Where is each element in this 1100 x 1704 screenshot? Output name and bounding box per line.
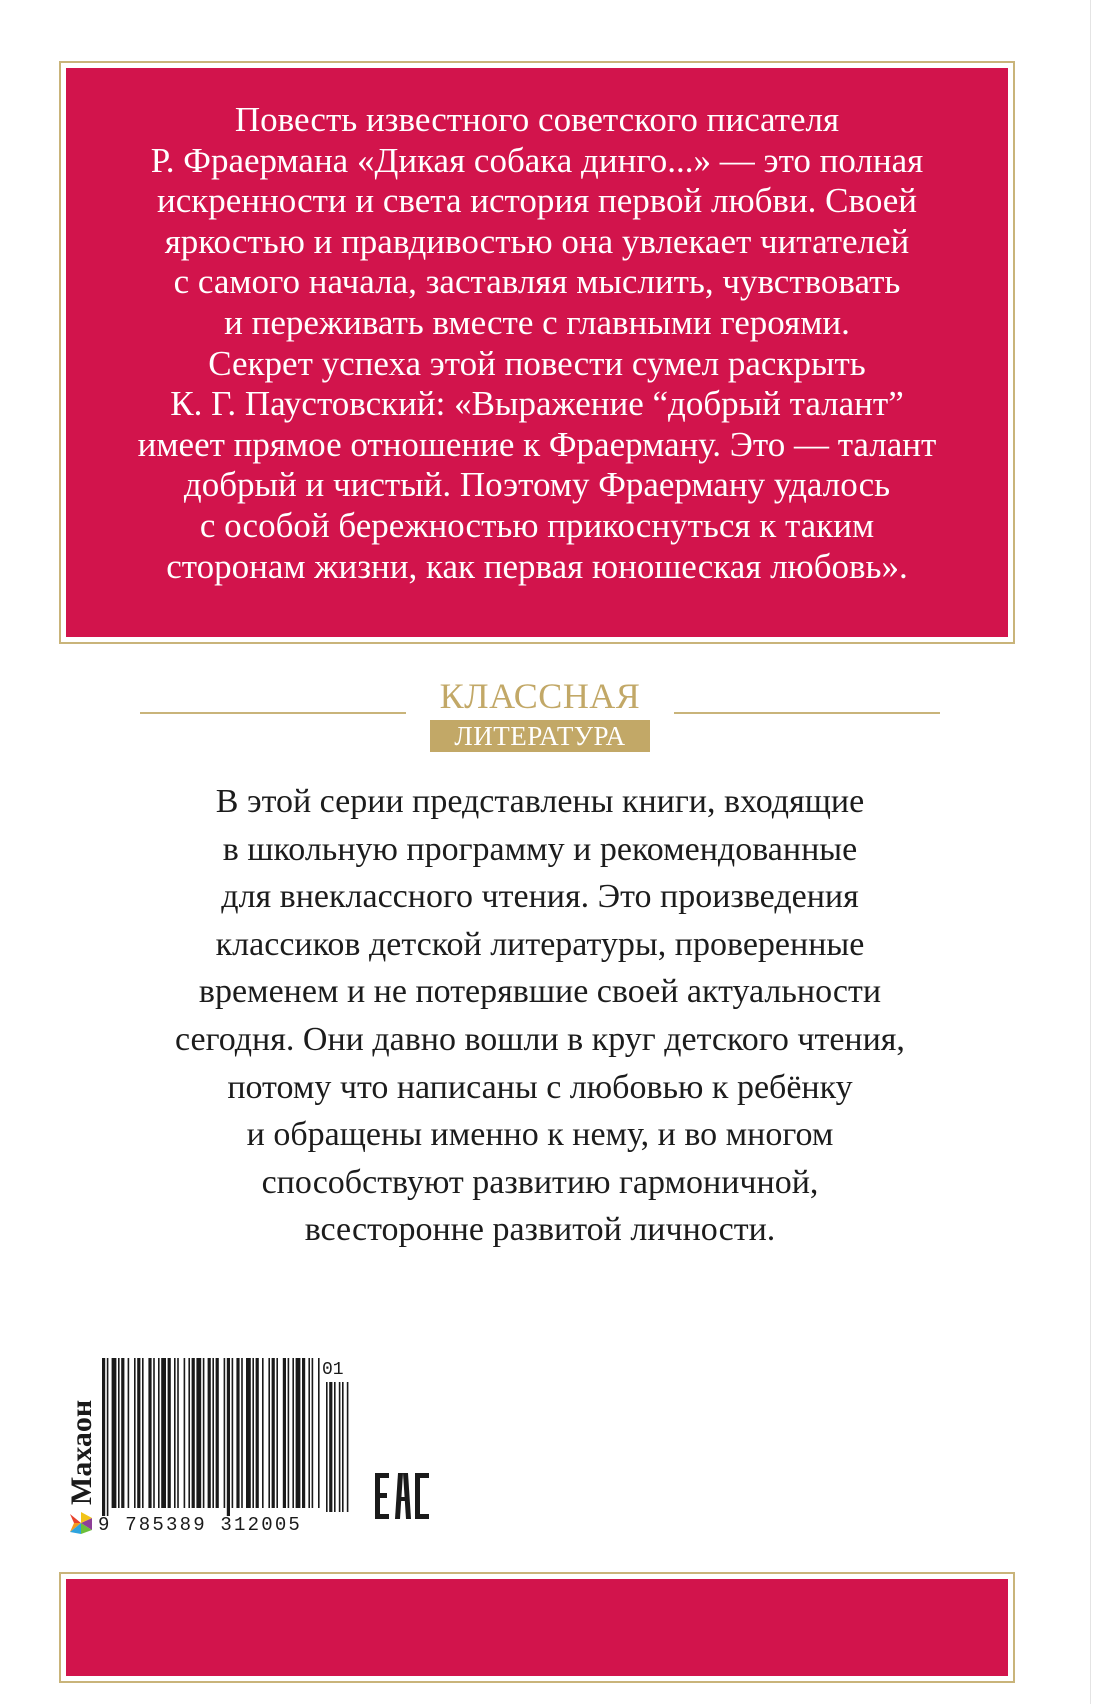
description-panel xyxy=(66,68,1008,637)
barcode-bar xyxy=(128,1358,130,1508)
barcode-addon-bar xyxy=(334,1382,336,1512)
barcode-bar xyxy=(188,1358,190,1508)
barcode-addon-bar xyxy=(342,1382,344,1512)
series-logo-line2: ЛИТЕРАТУРА xyxy=(454,721,626,751)
barcode-bar xyxy=(227,1358,230,1516)
barcode-bar xyxy=(121,1358,124,1508)
barcode-bar xyxy=(288,1358,290,1508)
cover-edge-line xyxy=(1090,0,1091,1704)
barcode-bar xyxy=(212,1358,214,1508)
barcode-bar xyxy=(236,1358,239,1508)
barcode-bar xyxy=(174,1358,176,1508)
barcode-bar xyxy=(292,1358,294,1508)
barcode-bar xyxy=(296,1358,301,1508)
barcode-bar xyxy=(318,1358,320,1508)
logo-rule-right xyxy=(674,712,940,714)
barcode-bar xyxy=(252,1358,254,1508)
publisher-mark-icon xyxy=(68,1510,94,1536)
barcode-addon-bar xyxy=(347,1382,349,1512)
barcode-bar xyxy=(308,1358,310,1508)
logo-rule-left xyxy=(140,712,406,714)
barcode-addon-bar xyxy=(339,1382,341,1512)
barcode-bar xyxy=(134,1358,136,1508)
barcode-bar xyxy=(256,1358,259,1508)
barcode-bar xyxy=(283,1358,286,1508)
barcode-bar xyxy=(208,1358,211,1508)
barcode-bar xyxy=(118,1358,120,1508)
description-text: Повесть известного советского писателя Р. Фраермана «Дикая собака динго...» — это полная искренности и света история первой любви. Своей яркостью и правдивостью она увлекает читателей с самого начала, заставляя мыслить, чувствовать и переживать вместе с главными героями. Секрет успеха этой повести сумел раскрыть К. Г. Паустовский: «Выражение “добрый талант” имеет прямое отношение к Фраерману. Это — талант добрый и чистый. Поэтому Фраерману удалось с особой бережностью прикоснуться к таким сторонам жизни, как первая юношеская любовь». xyxy=(137,100,937,586)
barcode-addon: 01 xyxy=(322,1360,344,1380)
barcode-addon-bar xyxy=(326,1382,328,1512)
publisher-name: Махаон xyxy=(65,1399,98,1505)
barcode-bar xyxy=(137,1358,140,1508)
barcode-bar xyxy=(168,1358,171,1508)
bottom-panel xyxy=(66,1579,1008,1676)
barcode-bar xyxy=(203,1358,205,1508)
barcode-bar xyxy=(112,1358,117,1508)
barcode-bar xyxy=(312,1358,314,1508)
barcode-bar xyxy=(268,1358,270,1508)
barcode-addon-bar xyxy=(329,1382,332,1512)
barcode-bar xyxy=(158,1358,160,1508)
series-description: В этой серии представлены книги, входящие в школьную программу и рекомендованные для внеклассного чтения. Это произведения классиков детской литературы, проверенные временем и не потерявшие своей актуальности сегодня. Они давно вошли в круг детского чтения, потому что написаны с любовью к ребёнку и обращены именно к нему, и во многом способствуют развитию гармоничной, всесторонне развитой личности. xyxy=(175,783,905,1249)
barcode-bar xyxy=(102,1358,105,1516)
series-logo xyxy=(140,676,940,756)
barcode-bar xyxy=(196,1358,201,1508)
barcode-bar xyxy=(302,1358,305,1508)
barcode-bar xyxy=(107,1358,109,1516)
barcode-bar xyxy=(161,1358,166,1508)
barcode-bar xyxy=(276,1358,278,1508)
barcode-bar xyxy=(177,1358,179,1508)
series-logo-plate xyxy=(430,720,650,752)
barcode-bar xyxy=(142,1358,144,1508)
eac-certification-icon xyxy=(375,1473,429,1519)
barcode-bar xyxy=(216,1358,219,1508)
barcode-bar xyxy=(184,1358,186,1508)
barcode-bar xyxy=(262,1358,264,1508)
isbn-barcode xyxy=(96,1358,358,1536)
barcode-number: 9 785389 312005 xyxy=(98,1514,303,1536)
series-logo-line1: КЛАССНАЯ xyxy=(439,676,641,716)
barcode-bar xyxy=(224,1358,226,1508)
barcode-bar xyxy=(241,1358,243,1508)
barcode-bar xyxy=(192,1358,195,1508)
barcode-bar xyxy=(153,1358,155,1508)
barcode-bar xyxy=(148,1358,151,1508)
barcode-bar xyxy=(232,1358,234,1508)
barcode-bar xyxy=(272,1358,275,1508)
barcode-bar xyxy=(246,1358,251,1508)
